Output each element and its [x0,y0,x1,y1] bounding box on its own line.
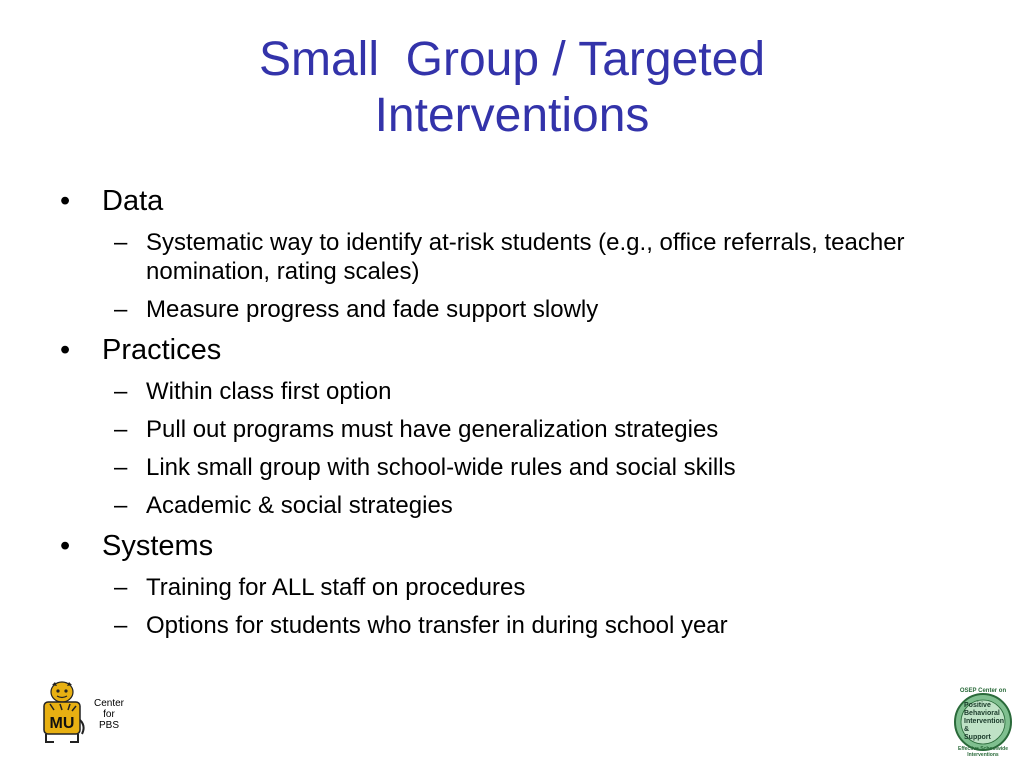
sub-item-text: Within class first option [146,378,392,405]
slide-body [58,183,958,640]
mu-letters: MU [49,715,75,732]
sub-item-text: Link small group with school-wide rules and social skills [146,454,736,481]
tiger-mascot-icon [40,680,86,744]
center-label-line-2: for [103,709,115,720]
pbis-bottom-text: Effective Schoolwide Interventions [957,746,1008,758]
sub-item-text: Pull out programs must have generalization strategies [146,416,719,443]
pbis-word-positive: Positive [964,702,991,709]
bullet-practices [58,332,958,368]
dash-glyph: – [114,229,128,256]
sub-item [114,377,958,406]
sub-item [114,491,958,520]
bullet-glyph: • [60,334,71,366]
center-label-line-1: Center [93,698,124,709]
center-for-pbs-label [85,698,133,731]
bullet-glyph: • [60,530,71,562]
slide-title-line-1: Small Group / Targeted [258,33,766,86]
bullet-glyph: • [60,185,71,217]
center-label-line-3: PBS [98,720,119,731]
sub-item [114,611,958,640]
slide-title-line-2: Interventions [374,89,650,142]
pbis-word-support: Support [964,734,991,741]
pbis-word-intervention: Intervention [964,718,1005,725]
sub-item [114,228,958,286]
sub-item-text: Systematic way to identify at-risk students (e.g., office referrals, teacher nomination, rating scales) [146,229,905,285]
bullet-heading: Practices [102,334,222,366]
dash-glyph: – [114,296,128,323]
slide-title [90,32,934,144]
dash-glyph: – [114,454,128,481]
sub-item-text: Training for ALL staff on procedures [146,574,526,601]
bullet-heading: Systems [102,530,214,562]
bullet-data [58,183,958,219]
pbis-word-ampersand: & [964,726,970,733]
dash-glyph: – [114,612,128,639]
pbis-words [964,702,1020,742]
sub-item-text: Options for students who transfer in during school year [146,612,728,639]
bullet-heading: Data [102,185,164,217]
dash-glyph: – [114,574,128,601]
sub-item [114,453,958,482]
dash-glyph: – [114,492,128,519]
osep-pbis-logo [944,688,1022,758]
pbis-top-text: OSEP Center on [959,688,1007,694]
pbis-word-behavioral: Behavioral [964,710,1000,717]
dash-glyph: – [114,416,128,443]
dash-glyph: – [114,378,128,405]
sub-item [114,573,958,602]
mu-center-for-pbs-logo [40,680,130,744]
bullet-systems [58,528,958,564]
sub-item [114,415,958,444]
sub-item [114,295,958,324]
sub-item-text: Academic & social strategies [146,492,453,519]
sub-item-text: Measure progress and fade support slowly [146,296,599,323]
